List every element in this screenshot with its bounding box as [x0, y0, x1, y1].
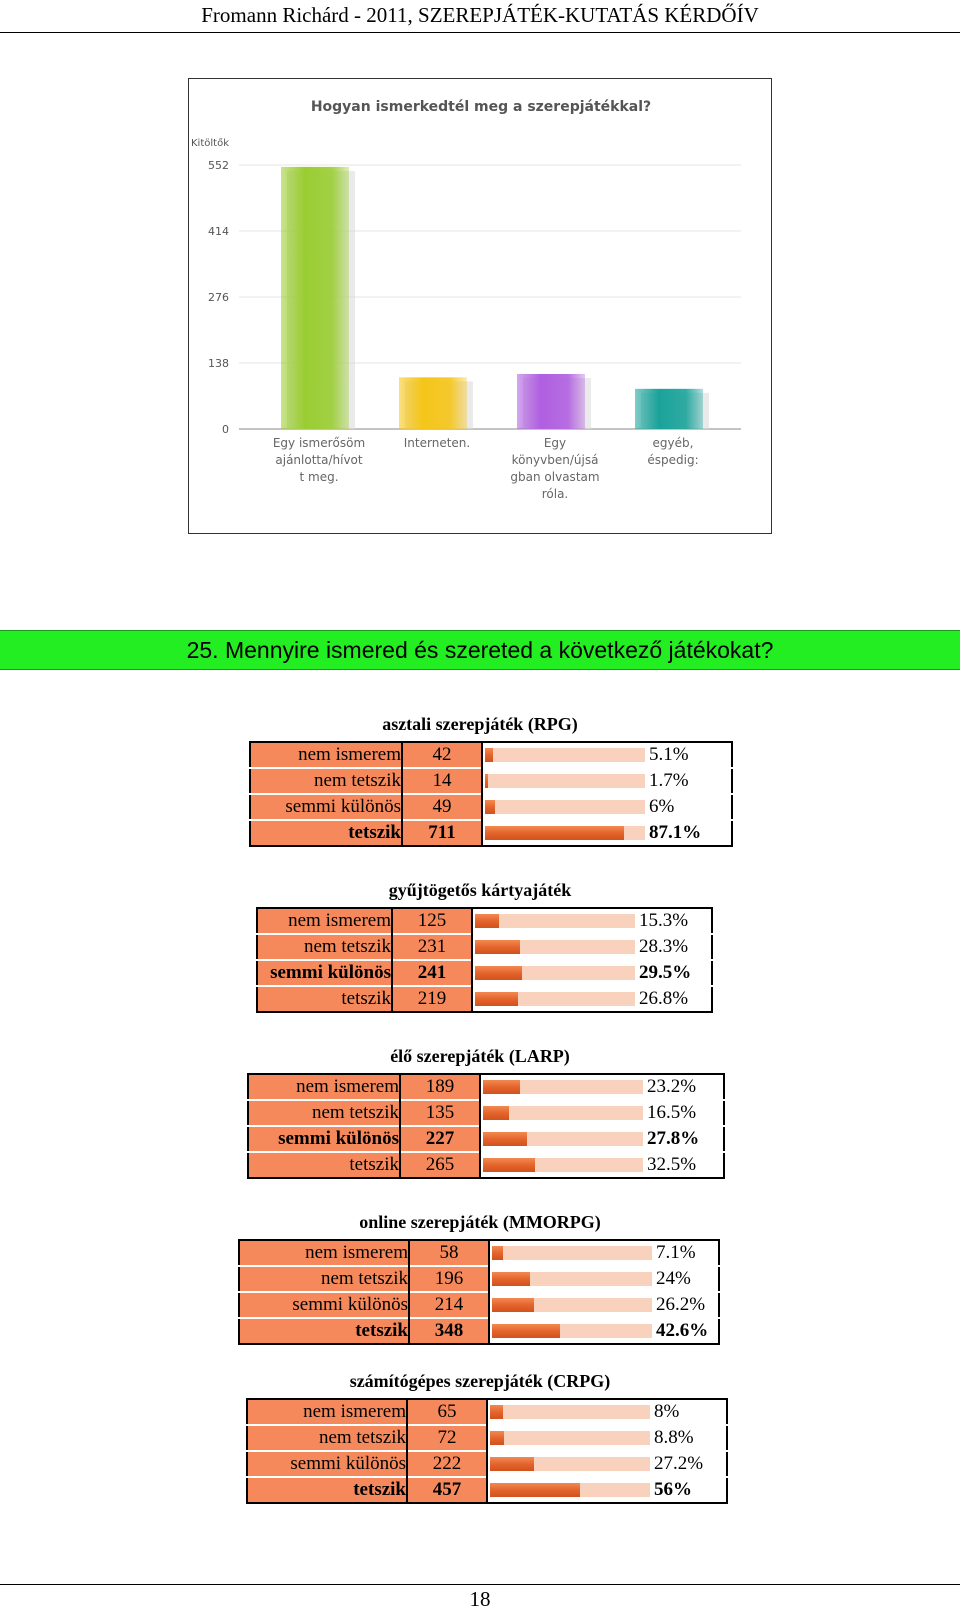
- bar: [281, 167, 349, 429]
- row-label: semmi különös: [239, 1292, 409, 1318]
- table-row: [239, 1318, 719, 1344]
- row-label: nem tetszik: [248, 1100, 400, 1126]
- bar-fill: [485, 826, 624, 840]
- row-percent: 6%: [649, 794, 732, 820]
- row-percent: 27.8%: [647, 1126, 724, 1152]
- bar-track: [490, 1483, 650, 1497]
- row-label: semmi különös: [250, 794, 402, 820]
- row-count: 214: [409, 1292, 489, 1318]
- row-label: tetszik: [239, 1318, 409, 1344]
- row-label: nem tetszik: [257, 934, 392, 960]
- row-bar-cell: [480, 1100, 647, 1126]
- table-row: [257, 960, 712, 986]
- row-label: nem ismerem: [250, 742, 402, 768]
- table-row: [250, 820, 732, 846]
- footer-rule: [0, 1584, 960, 1585]
- row-percent: 23.2%: [647, 1074, 724, 1100]
- row-label: tetszik: [247, 1477, 407, 1503]
- bar-fill: [490, 1483, 580, 1497]
- row-percent: 8%: [654, 1399, 727, 1425]
- bar-fill: [485, 800, 495, 814]
- row-count: 58: [409, 1240, 489, 1266]
- row-percent: 15.3%: [639, 908, 712, 934]
- row-percent: 5.1%: [649, 742, 732, 768]
- bar-fill: [485, 748, 493, 762]
- row-count: 125: [392, 908, 472, 934]
- row-count: 222: [407, 1451, 487, 1477]
- table-row: [257, 934, 712, 960]
- row-bar-cell: [472, 986, 639, 1012]
- row-bar-cell: [482, 742, 649, 768]
- table-block-mmorpg: [0, 1211, 960, 1361]
- table-row: [250, 742, 732, 768]
- table-title: élő szerepjáték (LARP): [390, 1046, 570, 1066]
- row-percent: 7.1%: [656, 1240, 719, 1266]
- row-percent: 32.5%: [647, 1152, 724, 1178]
- bar-track: [485, 774, 645, 788]
- row-percent: 1.7%: [649, 768, 732, 794]
- row-percent: 26.8%: [639, 986, 712, 1012]
- y-tick-label: 276: [208, 291, 229, 304]
- page-number: 18: [469, 1587, 491, 1611]
- bar-fill: [492, 1246, 503, 1260]
- table-block-ccg: [0, 879, 960, 1029]
- row-bar-cell: [487, 1477, 654, 1503]
- row-bar-cell: [487, 1425, 654, 1451]
- table-row: [257, 908, 712, 934]
- row-count: 135: [400, 1100, 480, 1126]
- bar-fill: [475, 914, 499, 928]
- header-rule: [0, 32, 960, 33]
- row-count: 231: [392, 934, 472, 960]
- row-label: nem tetszik: [250, 768, 402, 794]
- row-bar-cell: [480, 1152, 647, 1178]
- bar: [517, 374, 585, 429]
- table-row: [247, 1425, 727, 1451]
- y-tick-label: 552: [208, 159, 229, 172]
- bar: [635, 389, 703, 429]
- bar-track: [485, 800, 645, 814]
- bar-track: [492, 1272, 652, 1286]
- x-tick-label: Interneten.: [403, 436, 471, 450]
- bar-fill: [492, 1272, 530, 1286]
- row-label: nem tetszik: [247, 1425, 407, 1451]
- x-tick-label: egyéb, éspedig:: [647, 436, 699, 467]
- bar-track: [492, 1324, 652, 1338]
- bar-track: [492, 1298, 652, 1312]
- x-tick-label: Egy ismerősöm ajánlotta/hívot t meg.: [272, 436, 366, 484]
- bar-track: [475, 940, 635, 954]
- row-bar-cell: [489, 1318, 656, 1344]
- table-row: [247, 1399, 727, 1425]
- bar-track: [490, 1457, 650, 1471]
- bar-fill: [485, 774, 488, 788]
- table-title: asztali szerepjáték (RPG): [382, 714, 578, 734]
- bar-track: [483, 1132, 643, 1146]
- bar-track: [483, 1080, 643, 1094]
- table-row: [248, 1152, 724, 1178]
- page-header: Fromann Richárd - 2011, SZEREPJÁTÉK-KUTATÁS KÉRDŐÍV: [201, 3, 759, 27]
- x-tick-label: Egy könyvben/újsá gban olvastam róla.: [510, 436, 600, 501]
- row-count: 65: [407, 1399, 487, 1425]
- chart-frame: [188, 78, 772, 534]
- bar-track: [483, 1106, 643, 1120]
- row-bar-cell: [480, 1074, 647, 1100]
- row-count: 457: [407, 1477, 487, 1503]
- bar-fill: [490, 1405, 503, 1419]
- row-label: tetszik: [257, 986, 392, 1012]
- row-label: semmi különös: [257, 960, 392, 986]
- chart-title: Hogyan ismerkedtél meg a szerepjátékkal?: [310, 99, 652, 115]
- table-row: [248, 1074, 724, 1100]
- bar-track: [485, 748, 645, 762]
- y-tick-label: 138: [208, 357, 229, 370]
- row-percent: 29.5%: [639, 960, 712, 986]
- row-bar-cell: [489, 1240, 656, 1266]
- bar-track: [485, 826, 645, 840]
- table-row: [247, 1477, 727, 1503]
- row-bar-cell: [482, 794, 649, 820]
- bar-fill: [475, 992, 518, 1006]
- bar-chart: [189, 79, 771, 533]
- row-bar-cell: [472, 934, 639, 960]
- row-count: 72: [407, 1425, 487, 1451]
- results-table: [256, 907, 713, 1013]
- results-table: [238, 1239, 720, 1345]
- table-title: online szerepjáték (MMORPG): [359, 1212, 601, 1232]
- row-count: 219: [392, 986, 472, 1012]
- y-axis-label: Kitöltők: [191, 138, 229, 149]
- bar-track: [475, 992, 635, 1006]
- row-percent: 87.1%: [649, 820, 732, 846]
- results-table: [249, 741, 733, 847]
- row-count: 348: [409, 1318, 489, 1344]
- row-percent: 56%: [654, 1477, 727, 1503]
- row-count: 42: [402, 742, 482, 768]
- table-row: [248, 1126, 724, 1152]
- row-count: 265: [400, 1152, 480, 1178]
- row-bar-cell: [487, 1451, 654, 1477]
- bar-fill: [492, 1324, 560, 1338]
- table-row: [257, 986, 712, 1012]
- row-label: semmi különös: [248, 1126, 400, 1152]
- table-title: gyűjtögetős kártyajáték: [388, 880, 572, 900]
- bar-fill: [483, 1132, 527, 1146]
- row-count: 14: [402, 768, 482, 794]
- results-table: [247, 1073, 725, 1179]
- row-bar-cell: [489, 1266, 656, 1292]
- table-block-rpg: [0, 713, 960, 863]
- bar-fill: [475, 966, 522, 980]
- row-percent: 26.2%: [656, 1292, 719, 1318]
- bar-track: [483, 1158, 643, 1172]
- y-tick-label: 414: [208, 225, 229, 238]
- row-count: 711: [402, 820, 482, 846]
- row-label: semmi különös: [247, 1451, 407, 1477]
- y-tick-label: 0: [222, 423, 229, 436]
- table-row: [250, 794, 732, 820]
- table-row: [239, 1266, 719, 1292]
- bar-track: [492, 1246, 652, 1260]
- row-count: 227: [400, 1126, 480, 1152]
- results-table: [246, 1398, 728, 1504]
- table-row: [239, 1240, 719, 1266]
- bar-track: [475, 914, 635, 928]
- row-bar-cell: [489, 1292, 656, 1318]
- row-percent: 24%: [656, 1266, 719, 1292]
- row-label: nem ismerem: [257, 908, 392, 934]
- row-count: 189: [400, 1074, 480, 1100]
- row-bar-cell: [482, 820, 649, 846]
- table-title: számítógépes szerepjáték (CRPG): [349, 1371, 611, 1391]
- bar-fill: [483, 1106, 509, 1120]
- row-percent: 27.2%: [654, 1451, 727, 1477]
- row-label: tetszik: [250, 820, 402, 846]
- row-percent: 42.6%: [656, 1318, 719, 1344]
- row-bar-cell: [482, 768, 649, 794]
- row-percent: 28.3%: [639, 934, 712, 960]
- section-title: 25. Mennyire ismered és szereted a következő játékokat?: [186, 637, 774, 663]
- row-count: 241: [392, 960, 472, 986]
- bar-fill: [492, 1298, 534, 1312]
- table-row: [247, 1451, 727, 1477]
- row-bar-cell: [472, 908, 639, 934]
- table-row: [250, 768, 732, 794]
- bar-fill: [483, 1080, 520, 1094]
- row-bar-cell: [480, 1126, 647, 1152]
- bar-track: [475, 966, 635, 980]
- table-row: [239, 1292, 719, 1318]
- bar-track: [490, 1405, 650, 1419]
- section-heading-bar: [0, 630, 960, 670]
- row-count: 196: [409, 1266, 489, 1292]
- row-label: tetszik: [248, 1152, 400, 1178]
- bar-track: [490, 1431, 650, 1445]
- row-label: nem tetszik: [239, 1266, 409, 1292]
- row-percent: 16.5%: [647, 1100, 724, 1126]
- table-block-larp: [0, 1045, 960, 1195]
- bar-fill: [483, 1158, 535, 1172]
- row-bar-cell: [472, 960, 639, 986]
- table-row: [248, 1100, 724, 1126]
- row-label: nem ismerem: [247, 1399, 407, 1425]
- row-percent: 8.8%: [654, 1425, 727, 1451]
- row-count: 49: [402, 794, 482, 820]
- bar-fill: [475, 940, 520, 954]
- table-block-crpg: [0, 1370, 960, 1520]
- row-label: nem ismerem: [248, 1074, 400, 1100]
- row-label: nem ismerem: [239, 1240, 409, 1266]
- bar-fill: [490, 1431, 504, 1445]
- bar-fill: [490, 1457, 534, 1471]
- row-bar-cell: [487, 1399, 654, 1425]
- bar: [399, 377, 467, 429]
